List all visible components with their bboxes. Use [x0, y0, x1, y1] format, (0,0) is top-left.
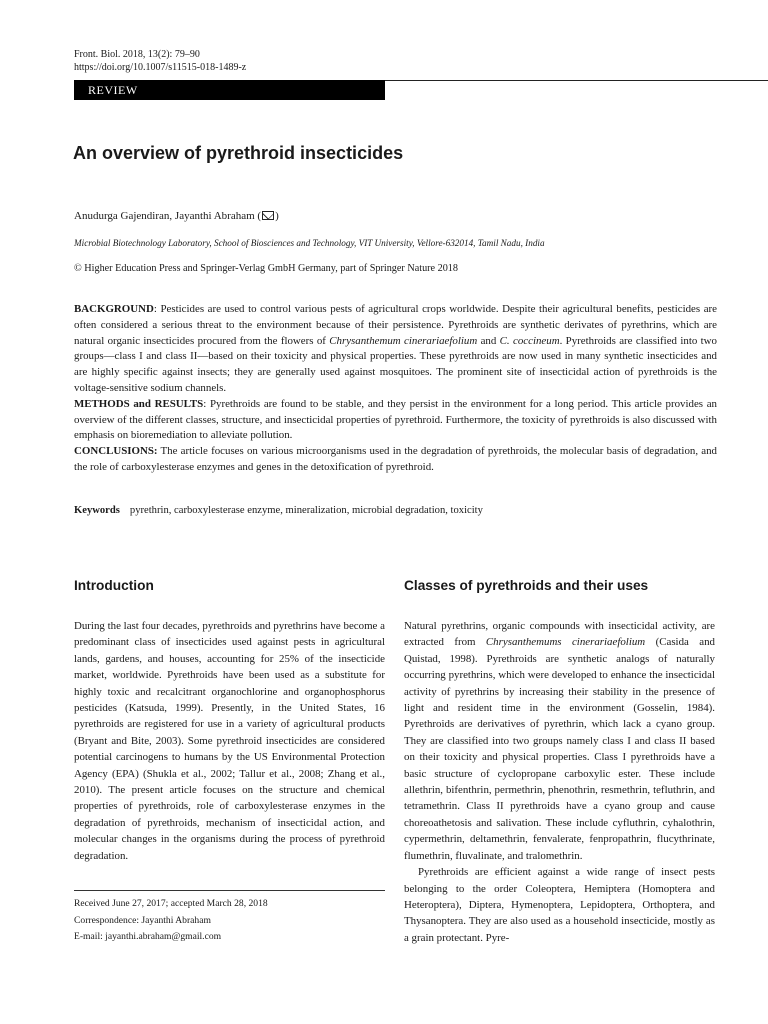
doi-link[interactable]: https://doi.org/10.1007/s11515-018-1489-z	[74, 62, 247, 73]
footnotes	[74, 896, 268, 946]
species-name: Chrysanthemum cinerariaefolium	[329, 334, 478, 347]
correspondence: Correspondence: Jayanthi Abraham	[74, 914, 211, 926]
section-heading-classes: Classes of pyrethroids and their uses	[404, 578, 649, 593]
species-name: C. coccineum	[499, 334, 560, 347]
background-text: and	[477, 334, 500, 347]
author-list	[74, 210, 279, 222]
conclusions-label: CONCLUSIONS:	[74, 445, 158, 458]
abstract	[74, 302, 717, 476]
species-name: Chrysanthemums cinerariaefolium	[485, 636, 646, 649]
abstract-background	[74, 302, 717, 397]
journal-info	[74, 48, 246, 74]
author-names: Anudurga Gajendiran, Jayanthi Abraham (	[74, 210, 262, 222]
article-type-label: REVIEW	[74, 80, 385, 100]
paragraph: Pyrethroids are efficient against a wide range of insect pests belonging to the order Coleoptera, Hemiptera (Homoptera and Heteroptera), Diptera, Hymenoptera, Lepidoptera, Orthoptera, and Thysanoptera. They are also used as a household insecticide, mostly as a grain protectant. Pyre-	[404, 866, 715, 944]
background-text: . Pyrethroids are classified into two groups—class I and class II—based on their toxicity and physical properties. These pyrethroids are now used in many synthetic insecticides and are highly specific against insects; they are generally used against mosquitoes. The prominent site of insecticidal action of pyrethroids is the voltage-sensitive sodium channels.	[74, 334, 717, 394]
section-heading-introduction: Introduction	[74, 578, 154, 593]
keywords-label: Keywords	[74, 505, 120, 516]
introduction-body	[74, 618, 385, 864]
abstract-conclusions	[74, 444, 717, 476]
methods-label: METHODS and RESULTS	[74, 397, 204, 410]
keywords	[74, 505, 483, 516]
paragraph-text: (Casida and Quistad, 1998). Pyrethroids are synthetic analogs of naturally occurring pyrethrins, which were developed to enhance the insecticidal activity of pyrethrins by increasing their stability in the presence of light and resident time in the environment (Gosselin, 1984). Pyrethroids are derivatives of pyrethrin, which lack a cyano group. They are classified into two groups namely class I and class II based on their toxicity and physical properties. Class I pyrethroids have a basic structure of cyclopropane carboxylic ester. These include allethrin, bifenthrin, permethrin, phenothrin, resmethrin, tefluthrin, and tetramethrin. Class II pyrethroids have a cyano group and cause choreoathetosis and salivation. These include cyfluthrin, cyhalothrin, cypermethrin, deltamethrin, fenvalerate, fenpropathrin, flucythrinate, flumethrin, fluvalinate, and tralomethrin.	[404, 636, 715, 862]
received-date: Received June 27, 2017; accepted March 28, 2018	[74, 898, 268, 909]
journal-citation: Front. Biol. 2018, 13(2): 79–90	[74, 49, 200, 60]
footnote-rule	[74, 890, 385, 891]
envelope-icon[interactable]	[262, 211, 274, 220]
background-text: : Pesticides are used to control various pests of agricultural crops worldwide. Despite their agricultural benefits, pesticides are often considered a serious threat to the environment because of their persistence. Pyrethroids are synthetic derivates of pyrethrins, which are natural organic insecticides procured from the flowers of	[74, 303, 717, 347]
email-link[interactable]: E-mail: jayanthi.abraham@gmail.com	[74, 931, 222, 942]
classes-body	[404, 618, 715, 946]
background-label: BACKGROUND	[74, 303, 154, 315]
article-title: An overview of pyrethroid insecticides	[73, 143, 404, 163]
keywords-text: pyrethrin, carboxylesterase enzyme, mineralization, microbial degradation, toxicity	[129, 505, 483, 516]
author-names-end: )	[275, 210, 279, 222]
affiliation: Microbial Biotechnology Laboratory, School of Biosciences and Technology, VIT University, Vellore-632014, Tamil Nadu, India	[74, 238, 545, 248]
paragraph: During the last four decades, pyrethroids and pyrethrins have become a predominant class of insecticides used against pests in agricultural lands, gardens, and houses, accounting for 25% of the insecticide market, worldwide. Pyrethroids have been used as a substitute for highly toxic and recalcitrant organochlorine and organophosphorus pesticides (Katsuda, 1999). Presently, in the United States, 16 pyrethroids are registered for use in a variety of agricultural products (Bryant and Bite, 2003). Some pyrethroid insecticides are considered potential carcinogens to humans by the US Environmental Protection Agency (EPA) (Shukla et al., 2002; Tallur et al., 2008; Zhang et al., 2010). The present article focuses on the structure and chemical properties of pyrethroids, role of carboxylesterase enzymes in the degradation of pyrethroids, mechanism of insecticidal action, and molecular changes in the organisms during the process of pyrethroid degradation.	[74, 620, 385, 862]
paragraph-text: Natural pyrethrins, organic compounds with insecticidal activity, are extracted from	[404, 620, 715, 649]
conclusions-text: The article focuses on various microorganisms used in the degradation of pyrethroids, the molecular basis of degradation, and the role of carboxylesterase enzymes and genes in the detoxification of pyrethroid.	[74, 445, 717, 473]
copyright-notice: © Higher Education Press and Springer-Verlag GmbH Germany, part of Springer Nature 2018	[74, 263, 458, 274]
paragraph	[404, 618, 715, 864]
methods-text: : Pyrethroids are found to be stable, and they persist in the environment for a long period. This article provides an overview of the different classes, structure, and insecticidal properties of pyrethroid. Furthermore, the toxicity of pyrethroids is also discussed with emphasis on bioremediation to alleviate pollution.	[74, 397, 718, 442]
abstract-methods	[74, 397, 717, 444]
